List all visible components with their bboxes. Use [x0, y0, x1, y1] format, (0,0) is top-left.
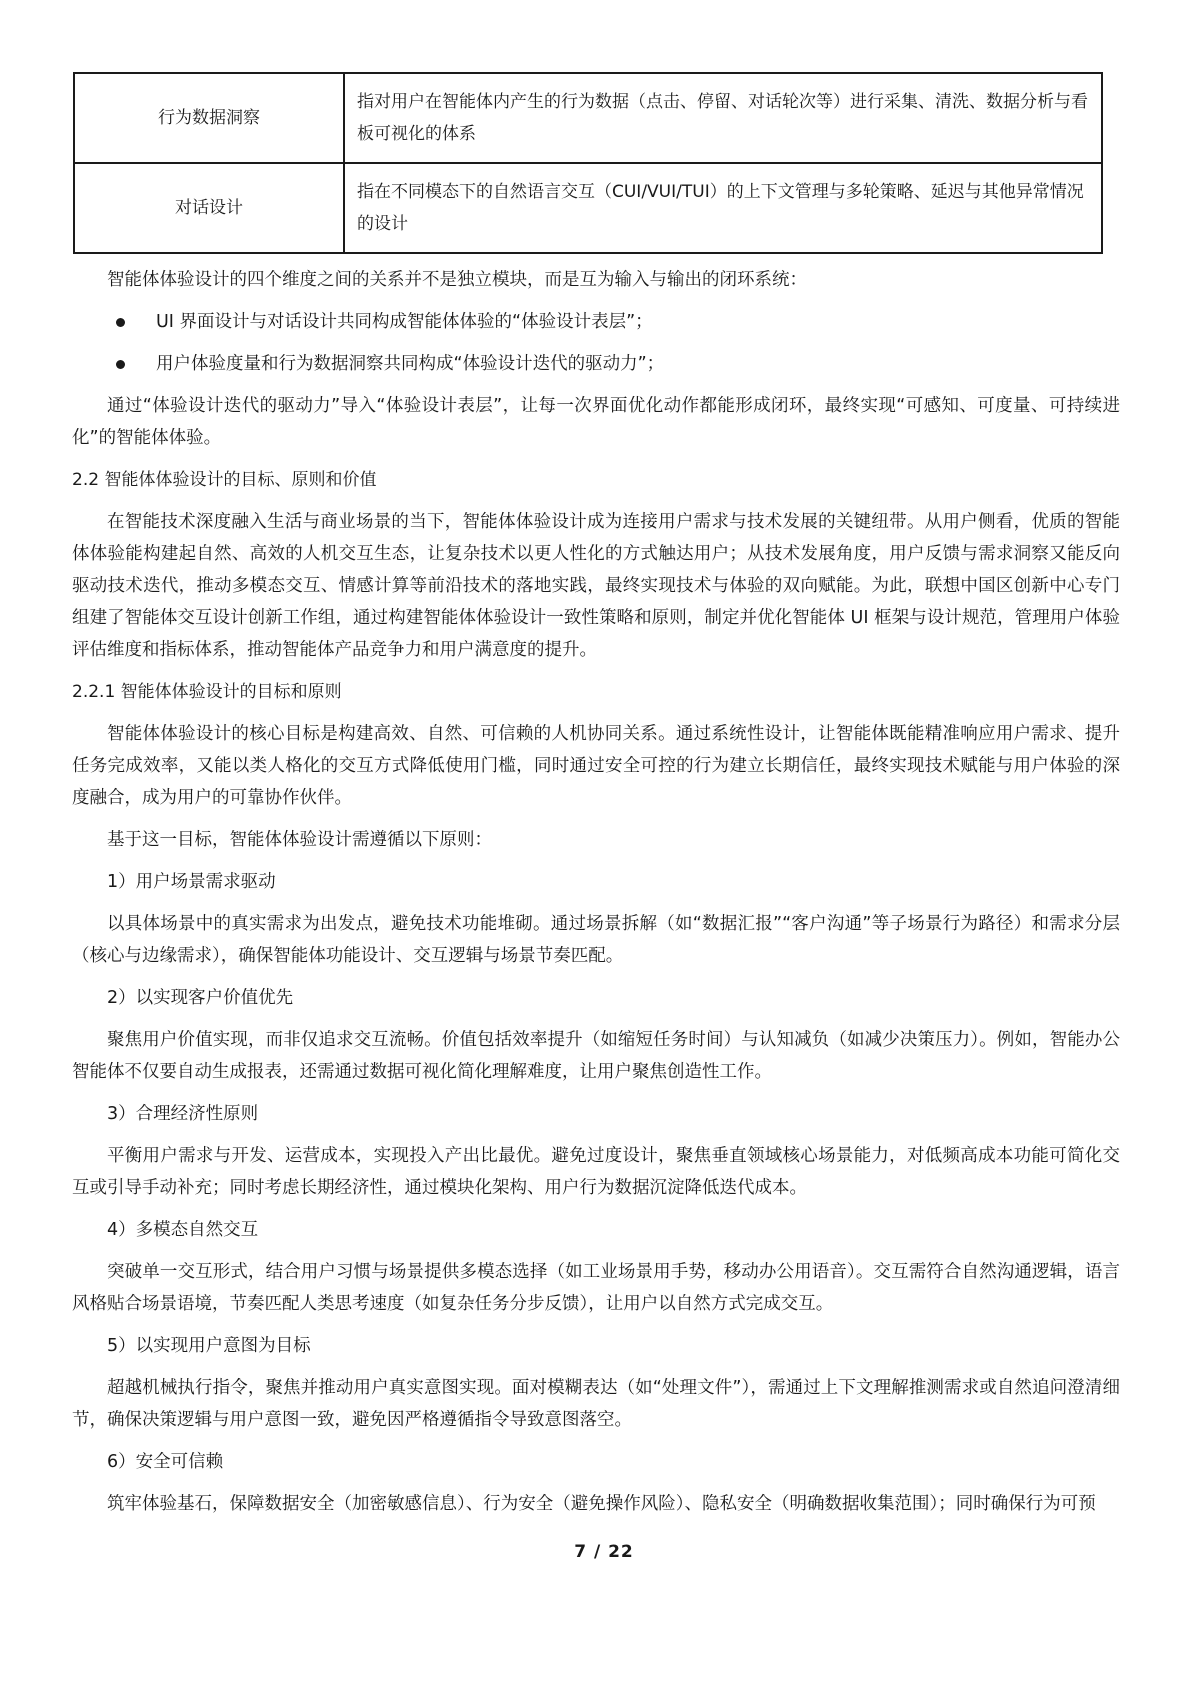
subsection-heading: 2.2.1 智能体体验设计的目标和原则: [72, 682, 342, 702]
bullet-dot-icon: [116, 360, 125, 369]
list-item: [72, 348, 1120, 380]
page-number: 7 / 22: [574, 1542, 634, 1562]
table-term: 行为数据洞察: [74, 73, 344, 163]
principle-text: 筑牢体验基石，保障数据安全（加密敏感信息）、行为安全（避免操作风险）、隐私安全（明确数据收集范围）；同时确保行为可预: [107, 1494, 1096, 1514]
body-paragraph: 在智能技术深度融入生活与商业场景的当下，智能体体验设计成为连接用户需求与技术发展的关键纽带。从用户侧看，优质的智能体体验能构建起自然、高效的人机交互生态，让复杂技术以更人性化的方式触达用户；从技术发展角度，用户反馈与需求洞察又能反向驱动技术迭代，推动多模态交互、情感计算等前沿技术的落地实践，最终实现技术与体验的双向赋能。为此，联想中国区创新中心专门组建了智能体交互设计创新工作组，通过构建智能体体验设计一致性策略和原则，制定并优化智能体 UI 框架与设计规范，管理用户体验评估维度和指标体系，推动智能体产品竞争力和用户满意度的提升。: [72, 512, 1120, 660]
table-row: [74, 163, 1102, 253]
principle-title: 1）用户场景需求驱动: [107, 872, 276, 892]
document-page: [72, 72, 1120, 1520]
intro-paragraph: 智能体体验设计的四个维度之间的关系并不是独立模块，而是互为输入与输出的闭环系统：: [107, 270, 807, 290]
table-row: [74, 73, 1102, 163]
principle-text: 突破单一交互形式，结合用户习惯与场景提供多模态选择（如工业场景用手势，移动办公用语音）。交互需符合自然沟通逻辑，语言风格贴合场景语境，节奏匹配人类思考速度（如复杂任务分步反馈），让用户以自然方式完成交互。: [72, 1262, 1120, 1314]
principle-title: 3）合理经济性原则: [107, 1104, 259, 1124]
principle-text: 超越机械执行指令，聚焦并推动用户真实意图实现。面对模糊表达（如“处理文件”），需通过上下文理解推测需求或自然追问澄清细节，确保决策逻辑与用户意图一致，避免因严格遵循指令导致意图落空。: [72, 1378, 1120, 1430]
closing-paragraph: 通过“体验设计迭代的驱动力”导入“体验设计表层”，让每一次界面优化动作都能形成闭环，最终实现“可感知、可度量、可持续进化”的智能体体验。: [72, 396, 1120, 448]
bullet-text: 用户体验度量和行为数据洞察共同构成“体验设计迭代的驱动力”；: [156, 354, 665, 374]
lead-paragraph: 基于这一目标，智能体体验设计需遵循以下原则：: [107, 830, 492, 850]
section-heading: 2.2 智能体体验设计的目标、原则和价值: [72, 470, 377, 490]
principle-text: 以具体场景中的真实需求为出发点，避免技术功能堆砌。通过场景拆解（如“数据汇报”“客户沟通”等子场景行为路径）和需求分层（核心与边缘需求），确保智能体功能设计、交互逻辑与场景节奏匹配。: [72, 914, 1120, 966]
table-definition: 指在不同模态下的自然语言交互（CUI/VUI/TUI）的上下文管理与多轮策略、延迟与其他异常情况的设计: [344, 163, 1102, 253]
list-item: [72, 306, 1120, 338]
bullet-list: [72, 306, 1120, 380]
body-paragraph: 智能体体验设计的核心目标是构建高效、自然、可信赖的人机协同关系。通过系统性设计，让智能体既能精准响应用户需求、提升任务完成效率，又能以类人格化的交互方式降低使用门槛，同时通过安全可控的行为建立长期信任，最终实现技术赋能与用户体验的深度融合，成为用户的可靠协作伙伴。: [72, 724, 1120, 808]
principle-text: 平衡用户需求与开发、运营成本，实现投入产出比最优。避免过度设计，聚焦垂直领域核心场景能力，对低频高成本功能可简化交互或引导手动补充；同时考虑长期经济性，通过模块化架构、用户行为数据沉淀降低迭代成本。: [72, 1146, 1120, 1198]
principle-text: 聚焦用户价值实现，而非仅追求交互流畅。价值包括效率提升（如缩短任务时间）与认知减负（如减少决策压力）。例如，智能办公智能体不仅要自动生成报表，还需通过数据可视化简化理解难度，让用户聚焦创造性工作。: [72, 1030, 1120, 1082]
bullet-dot-icon: [116, 318, 125, 327]
table-term: 对话设计: [74, 163, 344, 253]
principle-title: 6）安全可信赖: [107, 1452, 224, 1472]
bullet-text: UI 界面设计与对话设计共同构成智能体体验的“体验设计表层”；: [156, 312, 653, 332]
principle-title: 4）多模态自然交互: [107, 1220, 259, 1240]
definition-table: [73, 72, 1103, 254]
principle-title: 2）以实现客户价值优先: [107, 988, 294, 1008]
principle-title: 5）以实现用户意图为目标: [107, 1336, 311, 1356]
table-definition: 指对用户在智能体内产生的行为数据（点击、停留、对话轮次等）进行采集、清洗、数据分析与看板可视化的体系: [344, 73, 1102, 163]
